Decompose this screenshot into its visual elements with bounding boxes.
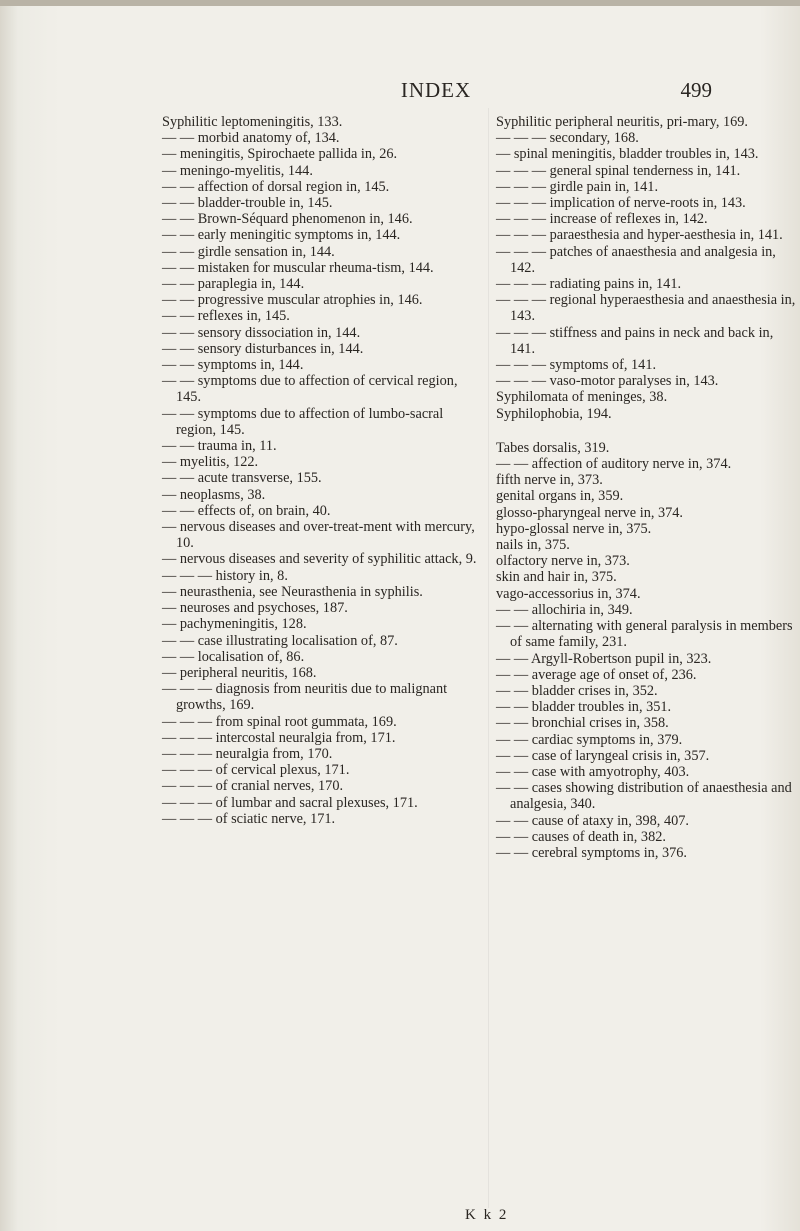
index-entry: — — progressive muscular atrophies in, 146. — [162, 292, 423, 309]
index-entry: — — Brown-Séquard phenomenon in, 146. — [162, 211, 413, 228]
index-entry: — peripheral neuritis, 168. — [162, 664, 317, 681]
index-entry: — — symptoms in, 144. — [162, 357, 304, 374]
index-entry: — — bronchial crises in, 358. — [496, 715, 669, 732]
index-entry: — — — secondary, 168. — [496, 130, 639, 147]
index-entry: — — — girdle pain in, 141. — [496, 178, 659, 195]
index-entry: Syphilitic leptomeningitis, 133. — [162, 114, 343, 130]
index-entry: — — case of laryngeal crisis in, 357. — [496, 747, 710, 764]
index-entry: — — — of cranial nerves, 170. — [162, 778, 344, 795]
index-entry: — — mistaken for muscular rheuma-tism, 144. — [162, 259, 434, 276]
index-entry: — — — from spinal root gummata, 169. — [162, 713, 397, 730]
index-entry — [496, 422, 796, 440]
signature-mark: K k 2 — [465, 1207, 509, 1223]
running-title: INDEX — [400, 78, 472, 102]
index-entry: — — sensory dissociation in, 144. — [162, 324, 361, 341]
index-entry: — — cardiac symptoms in, 379. — [496, 731, 683, 748]
index-entry: — — — intercostal neuralgia from, 171. — [162, 729, 396, 746]
index-entry: — — reflexes in, 145. — [162, 308, 290, 325]
index-entry: — — case illustrating localisation of, 87. — [162, 632, 398, 649]
index-entry: Syphilomata of meninges, 38. — [496, 389, 668, 406]
index-entry: Tabes dorsalis, 319. — [496, 439, 610, 456]
index-entry: — meningo-myelitis, 144. — [162, 162, 313, 179]
index-entry: — — localisation of, 86. — [162, 648, 305, 665]
index-entry: — neoplasms, 38. — [162, 486, 266, 503]
right-index-column — [496, 114, 796, 861]
index-entry: — — cerebral symptoms in, 376. — [496, 844, 687, 861]
index-entry: — — average age of onset of, 236. — [496, 666, 697, 683]
index-entry: — — affection of auditory nerve in, 374. — [496, 456, 732, 473]
index-entry: — — bladder troubles in, 351. — [496, 699, 672, 716]
index-entry: — — — history in, 8. — [162, 567, 288, 584]
index-entry: — — — increase of reflexes in, 142. — [496, 211, 708, 228]
index-entry: olfactory nerve in, 373. — [496, 553, 630, 570]
index-entry: — nervous diseases and over-treat-ment with mercury, 10. — [162, 519, 475, 552]
index-entry: — — trauma in, 11. — [162, 438, 277, 455]
index-entry: — meningitis, Spirochaete pallida in, 26. — [162, 146, 398, 163]
index-entry: — — — neuralgia from, 170. — [162, 745, 333, 762]
top-edge — [0, 0, 800, 6]
index-entry: — — affection of dorsal region in, 145. — [162, 178, 390, 195]
index-entry: — — allochiria in, 349. — [496, 601, 633, 618]
index-entry: — — — stiffness and pains in neck and back in, 141. — [496, 324, 774, 357]
index-entry: — — cases showing distribution of anaesthesia and analgesia, 340. — [496, 780, 792, 813]
left-index-column — [162, 114, 482, 827]
index-entry: — — — patches of anaesthesia and analgesia in, 142. — [496, 243, 776, 276]
index-entry: — — morbid anatomy of, 134. — [162, 130, 340, 147]
index-entry: — — effects of, on brain, 40. — [162, 502, 331, 519]
column-gutter — [488, 108, 489, 1208]
index-entry: — — case with amyotrophy, 403. — [496, 763, 690, 780]
index-entry: — — bladder crises in, 352. — [496, 682, 658, 699]
index-entry: — — girdle sensation in, 144. — [162, 243, 335, 260]
index-entry: — — alternating with general paralysis in members of same family, 231. — [496, 618, 793, 651]
page-header — [160, 78, 712, 108]
index-entry: — — — radiating pains in, 141. — [496, 276, 682, 293]
index-entry: — — acute transverse, 155. — [162, 470, 322, 487]
index-entry: — — symptoms due to affection of cervical region, 145. — [162, 373, 458, 406]
index-entry: hypo-glossal nerve in, 375. — [496, 520, 652, 537]
index-entry: glosso-pharyngeal nerve in, 374. — [496, 504, 684, 521]
index-entry: — — — of lumbar and sacral plexuses, 171. — [162, 794, 418, 811]
index-entry: — — — paraesthesia and hyper-aesthesia in, 141. — [496, 227, 783, 244]
index-entry: — — — of sciatic nerve, 171. — [162, 810, 336, 827]
index-entry: — — — of cervical plexus, 171. — [162, 762, 350, 779]
index-entry: — — bladder-trouble in, 145. — [162, 195, 333, 212]
index-entry: — — — vaso-motor paralyses in, 143. — [496, 373, 719, 390]
index-entry: — — causes of death in, 382. — [496, 828, 666, 845]
index-entry: vago-accessorius in, 374. — [496, 585, 641, 602]
index-entry: — — — general spinal tenderness in, 141. — [496, 162, 741, 179]
page-number: 499 — [680, 78, 712, 102]
index-entry: genital organs in, 359. — [496, 488, 624, 505]
index-entry: fifth nerve in, 373. — [496, 472, 603, 489]
index-entry: nails in, 375. — [496, 537, 570, 554]
index-entry: — — early meningitic symptoms in, 144. — [162, 227, 401, 244]
index-entry: — — — diagnosis from neuritis due to malignant growths, 169. — [162, 681, 448, 714]
index-entry: — spinal meningitis, bladder troubles in, 143. — [496, 146, 759, 163]
index-entry: — neurasthenia, see Neurasthenia in syphilis. — [162, 583, 423, 600]
index-entry: — — cause of ataxy in, 398, 407. — [496, 812, 689, 829]
index-entry: — nervous diseases and severity of syphilitic attack, 9. — [162, 551, 477, 568]
index-entry: — myelitis, 122. — [162, 454, 259, 471]
index-entry: — — — implication of nerve-roots in, 143. — [496, 195, 746, 212]
index-entry: — — paraplegia in, 144. — [162, 276, 305, 293]
index-entry: — — Argyll-Robertson pupil in, 323. — [496, 650, 712, 667]
index-entry: — — — regional hyperaesthesia and anaesthesia in, 143. — [496, 292, 796, 325]
index-entry: — pachymeningitis, 128. — [162, 616, 307, 633]
index-entry: — — sensory disturbances in, 144. — [162, 340, 364, 357]
index-entry: — — — symptoms of, 141. — [496, 357, 657, 374]
index-entry: skin and hair in, 375. — [496, 569, 617, 586]
index-entry: — — symptoms due to affection of lumbo-sacral region, 145. — [162, 405, 444, 438]
index-entry: Syphilophobia, 194. — [496, 405, 612, 422]
index-entry: Syphilitic peripheral neuritis, pri-mary, 169. — [496, 114, 748, 130]
index-entry: — neuroses and psychoses, 187. — [162, 600, 348, 617]
